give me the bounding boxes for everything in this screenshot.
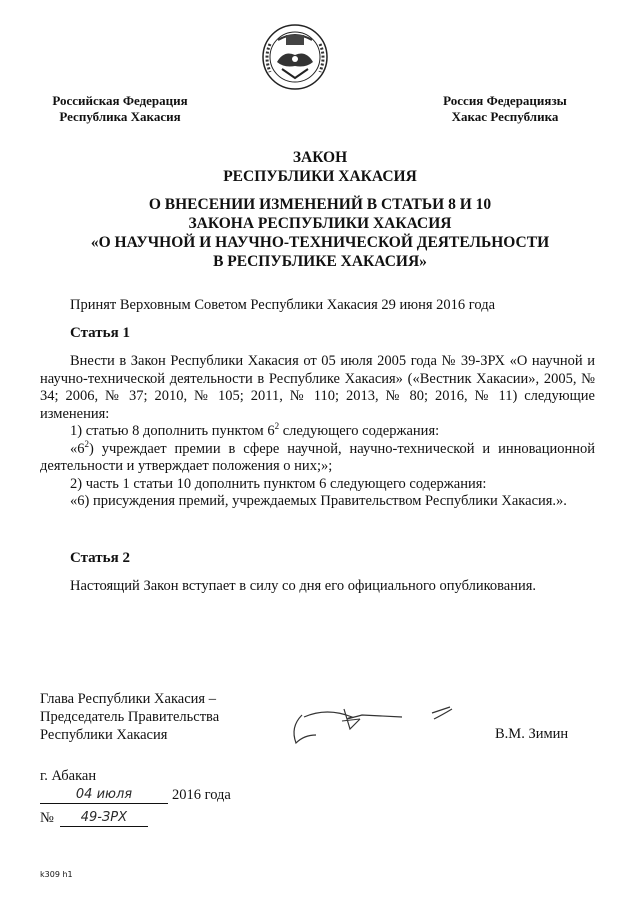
document-code: k309 h1 [40,870,73,879]
law-subtitle [0,195,640,271]
accepted-line: Принят Верховным Советом Республики Хакасия 29 июня 2016 года [70,297,496,313]
article2-text: Настоящий Закон вступает в силу со дня его официального опубликования. [70,578,537,594]
law-subtitle-line1: О ВНЕСЕНИИ ИЗМЕНЕНИЙ В СТАТЬИ 8 И 10 [148,196,492,213]
date-handwritten: 04 июля [40,787,168,804]
article1-item2: 2) часть 1 статьи 10 дополнить пунктом 6 следующего содержания: [70,475,487,492]
law-subtitle-line2: ЗАКОНА РЕСПУБЛИКИ ХАКАСИЯ [188,215,452,232]
law-title-line2: РЕСПУБЛИКИ ХАКАСИЯ [223,168,417,185]
item1-suffix: следующего содержания: [279,423,440,439]
law-title-line1: ЗАКОН [292,149,348,166]
handwritten-signature [282,705,457,755]
article1-intro: Внести в Закон Республики Хакасия от 05 июля 2005 года № 39-ЗРХ «О научной и научно-технической деятельности в Республике Хакасия» («Вестник Хакасии», 2005, № 34; 2006, № 37; 2010, № 105; 2011, № 110; 2013, № 80; 2016, № 11) следующие изменения: [40,353,595,422]
place: г. Абакан [40,768,97,784]
article1-quote1 [40,438,595,476]
number-prefix: № [40,810,54,826]
item1-sup: 2 [274,421,280,432]
item1-prefix: 1) статью 8 дополнить пунктом 6 [70,423,275,439]
date-line [40,782,231,804]
quote1-open: «6 [70,440,85,457]
header-left-line1: Российская Федерация [52,93,188,108]
article1-heading: Статья 1 [70,325,130,341]
signer-title-line1: Глава Республики Хакасия – [40,691,216,707]
article1-item1 [40,423,595,441]
signer-name: В.М. Зимин [495,726,569,742]
article1-quote2: «6) присуждения премий, учреждаемых Правительством Республики Хакасия.». [70,493,567,509]
number-line [40,805,148,827]
header-right-line1: Россия Федерациязы [443,93,567,108]
law-subtitle-line3: «О НАУЧНОЙ И НАУЧНО-ТЕХНИЧЕСКОЙ ДЕЯТЕЛЬНОСТИ [90,234,550,251]
quote1-sup: 2 [84,438,89,449]
signature-block [40,690,300,744]
coat-of-arms-seal [260,22,330,92]
article1-body [40,353,595,511]
law-subtitle-line4: В РЕСПУБЛИКЕ ХАКАСИЯ» [213,253,427,270]
header-right [420,93,590,125]
date-year: 2016 года [172,787,231,803]
signer-title-line2: Председатель Правительства [40,709,220,725]
law-title [0,148,640,186]
quote1-rest: ) учреждает премии в сфере научной, научно-технической и инновационной деятельности и утверждает положения о них;»; [40,440,595,474]
article2-heading: Статья 2 [70,550,130,566]
header-left [30,93,210,125]
number-handwritten: 49-ЗРХ [60,810,148,827]
header-left-line2: Республика Хакасия [59,109,181,124]
header-right-line2: Хакас Республика [451,109,559,124]
signer-title-line3: Республики Хакасия [40,727,168,743]
